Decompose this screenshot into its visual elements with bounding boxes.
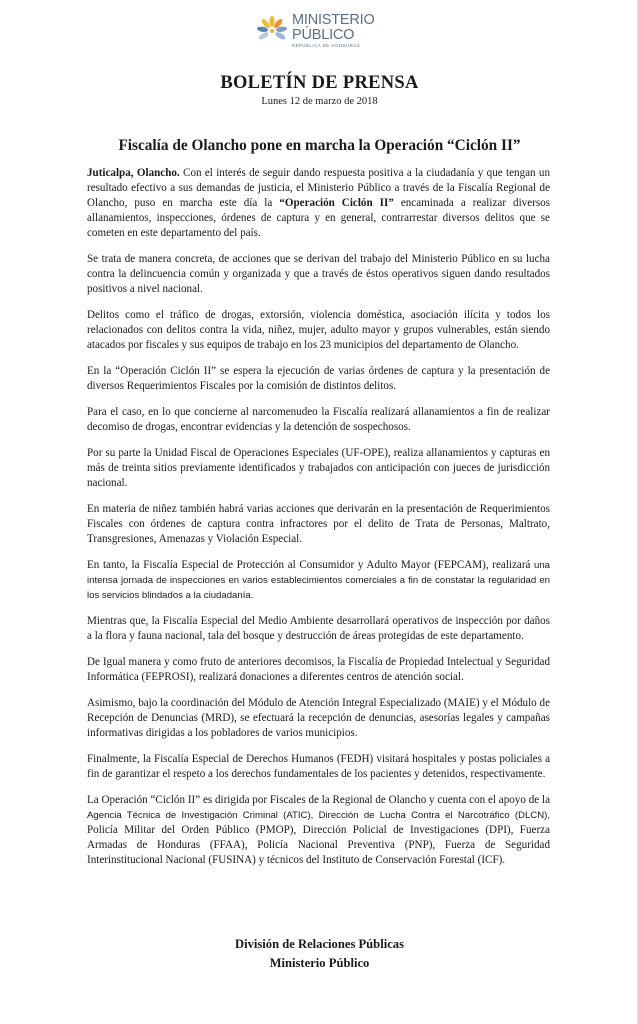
logo-line-publico: PÚBLICO [292, 26, 355, 43]
paragraph-8 [87, 558, 550, 603]
operation-name: “Operación Ciclón II” [279, 197, 394, 209]
page-title: BOLETÍN DE PRENSA [220, 73, 419, 93]
paragraph-12: Finalmente, la Fiscalía Especial de Derechos Humanos (FEDH) visitará hospitales y postas policiales a fin de garantizar el respeto a los derechos fundamentales de los pacientes y detenidos, respectivamente. [87, 753, 550, 780]
dateline: Juticalpa, Olancho. [87, 167, 180, 179]
paragraph-4: En la “Operación Ciclón II” se espera la ejecución de varias órdenes de captura y la presentación de diversos Requerimientos Fiscales por la comisión de distintos delitos. [87, 365, 550, 392]
article-body [87, 166, 550, 879]
paragraph-1-text-b: encaminada a realizar diversos allanamientos, inspecciones, órdenes de captura y en general, contrarrestar diversos delitos que se cometen en este departamento del país. [87, 197, 550, 239]
paragraph-1 [87, 166, 550, 241]
paragraph-1-text-a: Con el interés de seguir dando respuesta positiva a la ciudadanía y que tengan un resultado efectivo a sus demandas de justicia, el Ministerio Público a través de la Fiscalía Regional de Olancho, puso en marcha este día la [87, 167, 551, 209]
press-date: Lunes 12 de marzo de 2018 [261, 96, 378, 107]
signature-division: División de Relaciones Públicas [235, 937, 404, 951]
paragraph-2: Se trata de manera concreta, de acciones que se derivan del trabajo del Ministerio Público en su lucha contra la delincuencia común y organizada y que a través de éstos operativos siguen dando resultados positivos a nivel nacional. [87, 253, 550, 295]
paragraph-9: Mientras que, la Fiscalía Especial del Medio Ambiente desarrollará operativos de inspección por daños a la flora y fauna nacional, tala del bosque y destrucción de áreas protegidas de este departamento. [87, 615, 550, 642]
paragraph-13-text-sans: Agencia Técnica de Investigación Criminal (ATIC), Dirección de Lucha Contra el Narcotráfico (DLCN), [87, 810, 550, 821]
paragraph-8-text-a: En tanto, la Fiscalía Especial de Protección al Consumidor y Adulto Mayor (FEPCAM), realizará [87, 559, 531, 571]
ministerio-publico-logo [256, 9, 386, 53]
logo-text [292, 13, 375, 48]
paragraph-10: De Igual manera y como fruto de anteriores decomisos, la Fiscalía de Propiedad Intelectual y Seguridad Informática (FEPROSI), realizará donaciones a diferentes centros de atención social. [87, 656, 550, 683]
paragraph-3: Delitos como el tráfico de drogas, extorsión, violencia doméstica, asociación ilícita y todos los relacionados con delitos contra la vida, niñez, mujer, adulto mayor y grupos vulnerables, están siendo atacados por fiscales y sus equipos de trabajo en los 23 municipios del departamento de Olancho. [87, 309, 550, 351]
paragraph-5: Para el caso, en lo que concierne al narcomenudeo la Fiscalía realizará allanamientos a fin de realizar decomiso de drogas, encontrar evidencias y la detención de sospechosos. [87, 406, 550, 433]
ministerio-publico-logo-icon [256, 15, 288, 47]
signature-institution: Ministerio Público [269, 956, 370, 970]
signature-block [0, 935, 639, 973]
paragraph-13 [87, 793, 550, 868]
headline: Fiscalía de Olancho pone en marcha la Operación “Ciclón II” [118, 137, 521, 154]
logo-line-ministerio: MINISTERIO [292, 12, 375, 29]
paragraph-11: Asimismo, bajo la coordinación del Módulo de Atención Integral Especializado (MAIE) y el Módulo de Recepción de Denuncias (MRD), se efectuará la recepción de denuncias, asesorías legales y campañas informativas dirigidas a los pobladores de varios municipios. [87, 697, 550, 739]
paragraph-8-text-b: una intensa jornada de inspecciones en varios establecimientos comerciales a fin de constatar la regularidad en los servicios blindados a la ciudadanía. [87, 560, 550, 601]
paragraph-13-text-b: Policía Militar del Orden Público (PMOP), Dirección Policial de Investigaciones (DPI), Fuerza Armadas de Honduras (FFAA), Policía Nacional Preventiva (PNP), Fuerza de Seguridad Interinstitucional Nacional (FUSINA) y técnicos del Instituto de Conservación Forestal (ICF). [87, 824, 550, 866]
paragraph-6: Por su parte la Unidad Fiscal de Operaciones Especiales (UF-OPE), realiza allanamientos y capturas en más de treinta sitios previamente identificados y trabajados con anticipación con jueces de jurisdicción nacional. [87, 447, 550, 489]
paragraph-13-text-a: La Operación “Ciclón II” es dirigida por Fiscales de la Regional de Olancho y cuenta con el apoyo de la [87, 794, 550, 806]
logo-line-republica: REPÚBLICA DE HONDURAS [292, 43, 361, 49]
paragraph-7: En materia de niñez también habrá varias acciones que derivarán en la presentación de Requerimientos Fiscales con órdenes de captura contra infractores por el delito de Trata de Personas, Maltrato, Transgresiones, Amenazas y Violación Especial. [87, 503, 550, 545]
